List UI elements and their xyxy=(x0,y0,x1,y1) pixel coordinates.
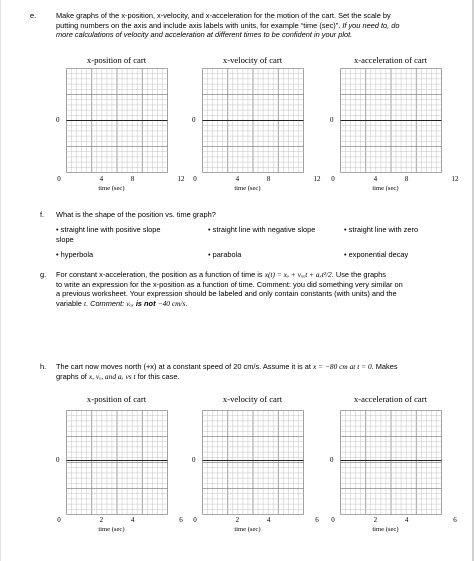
problem-f-question: What is the shape of the position vs. time graph? xyxy=(56,210,216,219)
option-parabola[interactable]: • parabola xyxy=(208,250,242,259)
problem-h-line-1a: The cart now moves north (+x) at a constant speed of 20 cm/s. Assume it is at xyxy=(56,362,313,371)
position-formula: x(t) = xₒ + vₒₓt + aₓt²/2 xyxy=(264,270,332,279)
graphs_h-velocity-title: x-velocity of cart xyxy=(222,394,283,404)
problem-e-line-2a: putting numbers on the axis and include axis labels with units, for example “time (sec)”. xyxy=(56,20,343,30)
graphs_e-acceleration-zero-label: 0 xyxy=(330,116,334,124)
graphs_h-acceleration-tick-0: 0 xyxy=(331,516,335,524)
problem-g-line-3: a previous worksheet. Your expression should be labeled and only contain constants (with units) and the xyxy=(56,289,397,298)
problem-g-line-1b: . Use the graphs xyxy=(331,270,386,279)
graphs_h-position-grid[interactable] xyxy=(66,410,169,516)
problem-g-line-2: to write an expression for the x-position as a function of time. Comment: you did something very similar on xyxy=(56,279,403,289)
graphs_h-acceleration-tick-2: 4 xyxy=(404,516,409,524)
vox-symbol: vₒₓ xyxy=(126,298,134,308)
graphs_e-velocity-xlabel: time (sec) xyxy=(234,185,261,192)
variable-t: t xyxy=(83,298,86,308)
graphs_e-acceleration-tick-1: 4 xyxy=(373,175,378,183)
page-left-edge xyxy=(0,0,1,561)
graphs_h-acceleration-tick-3: 6 xyxy=(453,516,457,524)
problem-e-line-3: more calculations of velocity and acceleration at different times to be confident in your plot. xyxy=(56,30,353,39)
option-zero-slope[interactable]: • straight line with zero xyxy=(344,225,419,234)
problem-g-line-4 xyxy=(56,299,187,309)
problem-h-line-1b: . Makes xyxy=(371,362,398,371)
option-positive-slope-cont: slope xyxy=(56,235,74,244)
option-positive-slope[interactable]: • straight line with positive slope xyxy=(56,225,161,234)
is-not-text: is not xyxy=(133,298,158,308)
option-negative-slope[interactable]: • straight line with negative slope xyxy=(208,225,316,234)
problem-h-line-2a: graphs of xyxy=(56,372,89,381)
option-hyperbola[interactable]: • hyperbola xyxy=(56,250,94,259)
problem-f-letter: f. xyxy=(40,210,45,219)
graphs_h-position-title: x-position of cart xyxy=(86,394,147,404)
problem-e-letter: e. xyxy=(30,11,37,20)
graphs_e-velocity-tick-2: 8 xyxy=(266,175,271,183)
graphs_e-velocity-tick-1: 4 xyxy=(235,175,240,183)
graphs_h-position-xlabel: time (sec) xyxy=(98,526,125,533)
graphs_e-position-tick-3: 12 xyxy=(177,175,185,183)
problem-h-line-2 xyxy=(56,372,180,382)
problem-h-line-2b: for this case. xyxy=(135,372,180,381)
problem-e-line-1: Make graphs of the x-position, x-velocity, and x-acceleration for the motion of the cart. Set the scale by xyxy=(56,11,391,20)
graphs_h-velocity-grid[interactable] xyxy=(202,410,305,516)
graphs_e-acceleration-tick-2: 8 xyxy=(404,175,409,183)
graphs_h-velocity-tick-1: 2 xyxy=(235,516,240,524)
graphs_e-acceleration-grid[interactable] xyxy=(340,68,443,174)
graphs_e-acceleration-title: x-acceleration of cart xyxy=(354,55,427,65)
graphs_h-position-tick-2: 4 xyxy=(130,516,135,524)
graphs_e-acceleration-tick-0: 0 xyxy=(331,175,335,183)
graphs_e-position-tick-2: 8 xyxy=(130,175,135,183)
graphs_e-velocity-zero-label: 0 xyxy=(192,116,196,124)
graphs_h-acceleration-tick-1: 2 xyxy=(373,516,378,524)
graphs_e-position-xlabel: time (sec) xyxy=(98,185,125,192)
graphs_e-position-zero-label: 0 xyxy=(56,116,60,124)
problem-e-line-2 xyxy=(56,21,399,31)
graphs_h-acceleration-title: x-acceleration of cart xyxy=(354,394,427,404)
initial-condition: x = −80 cm at t = 0 xyxy=(312,362,372,371)
graphs_e-acceleration-xlabel: time (sec) xyxy=(372,185,399,192)
graphs_e-position-title: x-position of cart xyxy=(86,55,147,65)
vox-value: −40 cm/s xyxy=(157,298,186,308)
problem-g-line-4a: variable xyxy=(56,298,84,308)
graphs_e-velocity-tick-0: 0 xyxy=(193,175,197,183)
comment-label: Comment: xyxy=(90,298,127,308)
graphs_e-velocity-grid[interactable] xyxy=(202,68,305,174)
graphs_h-velocity-zero-label: 0 xyxy=(192,456,196,464)
graphs_h-position-tick-0: 0 xyxy=(57,516,61,524)
problem-g-letter: g. xyxy=(40,270,47,279)
graph-variables: x, vₓ, and aₓ vs t xyxy=(88,372,136,381)
graphs_h-velocity-tick-0: 0 xyxy=(193,516,197,524)
graphs_e-velocity-tick-3: 12 xyxy=(313,175,321,183)
graphs_h-acceleration-xlabel: time (sec) xyxy=(372,526,399,533)
graphs_e-position-tick-0: 0 xyxy=(57,175,61,183)
graphs_e-acceleration-tick-3: 12 xyxy=(451,175,459,183)
graphs_h-velocity-tick-2: 4 xyxy=(266,516,271,524)
problem-h-letter: h. xyxy=(40,362,47,371)
graphs_h-velocity-xlabel: time (sec) xyxy=(234,526,261,533)
graphs_h-acceleration-zero-label: 0 xyxy=(330,456,334,464)
graphs_h-position-tick-3: 6 xyxy=(179,516,183,524)
problem-g-line-4b: . xyxy=(86,298,91,308)
problem-g-line-1a: For constant x-acceleration, the position as a function of time is xyxy=(56,270,265,279)
graphs_h-acceleration-grid[interactable] xyxy=(340,410,443,516)
problem-h-line-1 xyxy=(56,362,398,372)
problem-g-line-1 xyxy=(56,270,386,280)
graphs_h-velocity-tick-3: 6 xyxy=(315,516,319,524)
problem-g-end: . xyxy=(185,298,188,308)
graphs_h-position-zero-label: 0 xyxy=(56,456,60,464)
graphs_e-position-tick-1: 4 xyxy=(99,175,104,183)
graphs_e-velocity-title: x-velocity of cart xyxy=(222,55,283,65)
option-exponential-decay[interactable]: • exponential decay xyxy=(344,250,409,259)
graphs_h-position-tick-1: 2 xyxy=(99,516,104,524)
graphs_e-position-grid[interactable] xyxy=(66,68,169,174)
problem-e-line-2b: If you need to, do xyxy=(342,20,400,30)
